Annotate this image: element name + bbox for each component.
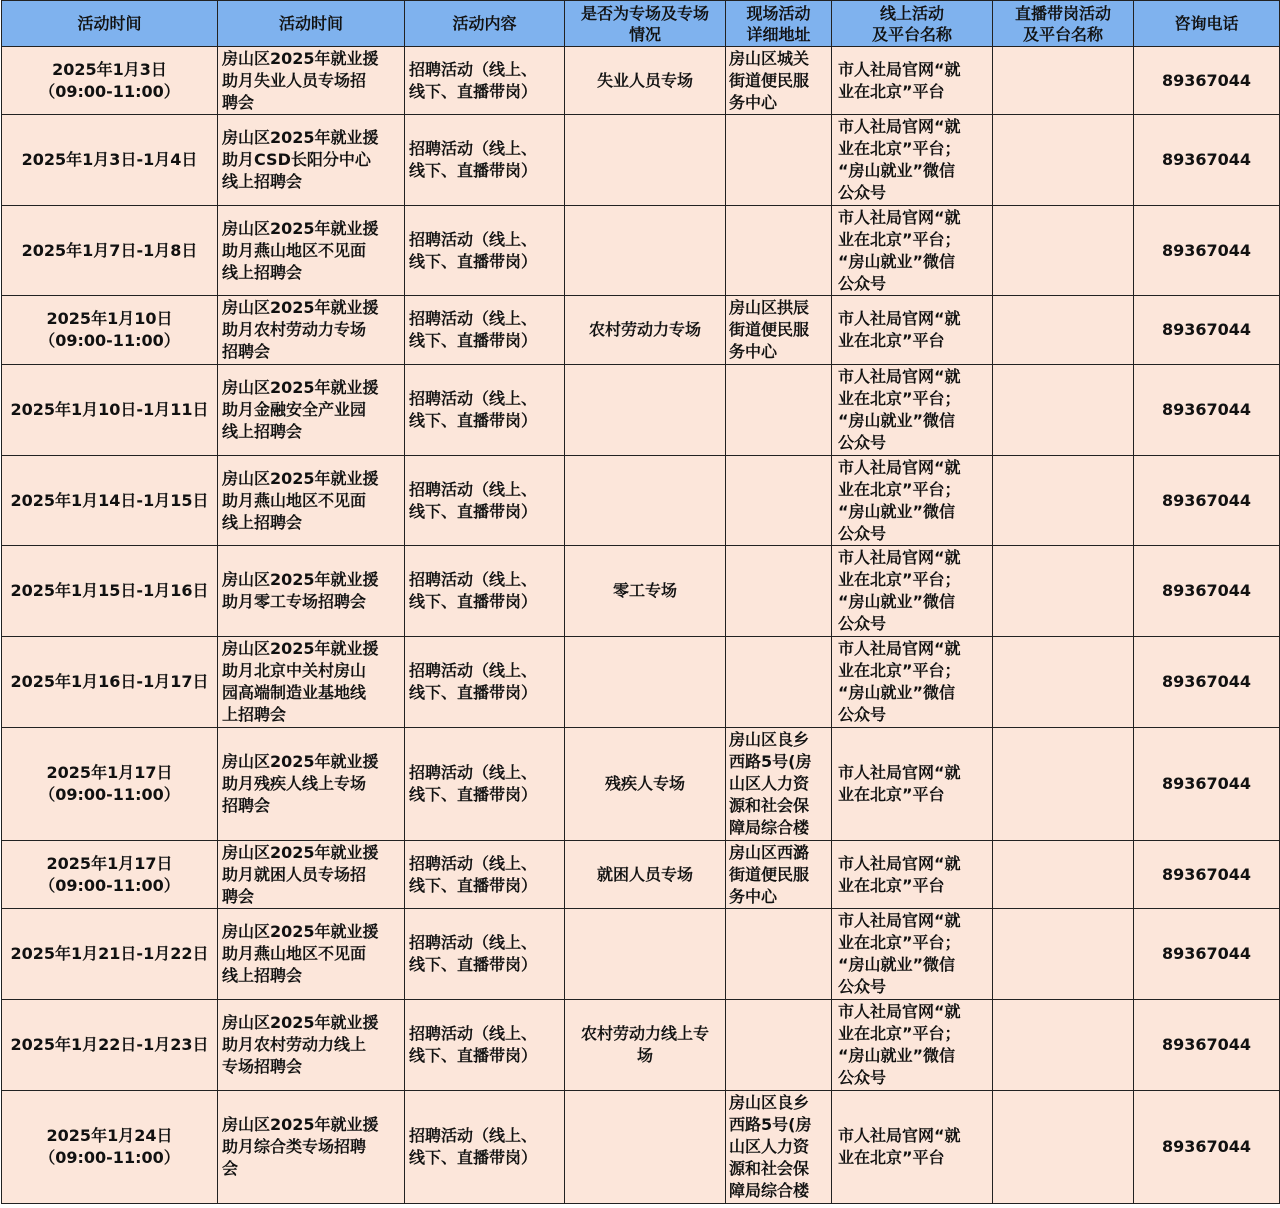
cell-online-platform: 市人社局官网“就 业在北京”平台	[832, 296, 993, 365]
cell-date: 2025年1月24日 （09:00-11:00）	[2, 1091, 218, 1204]
cell-special: 就困人员专场	[565, 841, 726, 909]
cell-date: 2025年1月3日-1月4日	[2, 115, 218, 206]
cell-online-platform: 市人社局官网“就 业在北京”平台	[832, 841, 993, 909]
activity-table	[1, 0, 1280, 1204]
cell-online-platform: 市人社局官网“就 业在北京”平台； “房山就业”微信 公众号	[832, 456, 993, 546]
cell-phone: 89367044	[1134, 841, 1280, 909]
cell-special	[565, 456, 726, 546]
cell-online-platform: 市人社局官网“就 业在北京”平台	[832, 728, 993, 841]
cell-address	[726, 206, 832, 296]
cell-address: 房山区拱辰 街道便民服 务中心	[726, 296, 832, 365]
table-row	[2, 637, 1280, 728]
cell-date: 2025年1月7日-1月8日	[2, 206, 218, 296]
cell-activity-name: 房山区2025年就业援 助月北京中关村房山 园高端制造业基地线 上招聘会	[218, 637, 405, 728]
cell-phone: 89367044	[1134, 456, 1280, 546]
table-row	[2, 841, 1280, 909]
table-row	[2, 47, 1280, 115]
cell-activity-name: 房山区2025年就业援 助月CSD长阳分中心 线上招聘会	[218, 115, 405, 206]
cell-content: 招聘活动（线上、 线下、直播带岗）	[405, 546, 565, 637]
cell-date: 2025年1月3日 （09:00-11:00）	[2, 47, 218, 115]
cell-live-platform	[993, 47, 1134, 115]
table-row	[2, 1091, 1280, 1204]
cell-address: 房山区良乡 西路5号(房 山区人力资 源和社会保 障局综合楼	[726, 1091, 832, 1204]
cell-date: 2025年1月10日-1月11日	[2, 365, 218, 456]
cell-activity-name: 房山区2025年就业援 助月金融安全产业园 线上招聘会	[218, 365, 405, 456]
cell-content: 招聘活动（线上、 线下、直播带岗）	[405, 47, 565, 115]
cell-live-platform	[993, 115, 1134, 206]
cell-address	[726, 637, 832, 728]
cell-online-platform: 市人社局官网“就 业在北京”平台； “房山就业”微信 公众号	[832, 115, 993, 206]
table-row	[2, 728, 1280, 841]
cell-address	[726, 909, 832, 1000]
cell-content: 招聘活动（线上、 线下、直播带岗）	[405, 296, 565, 365]
cell-activity-name: 房山区2025年就业援 助月燕山地区不见面 线上招聘会	[218, 456, 405, 546]
cell-special	[565, 909, 726, 1000]
cell-activity-name: 房山区2025年就业援 助月就困人员专场招 聘会	[218, 841, 405, 909]
cell-address: 房山区西潞 街道便民服 务中心	[726, 841, 832, 909]
cell-content: 招聘活动（线上、 线下、直播带岗）	[405, 637, 565, 728]
cell-live-platform	[993, 456, 1134, 546]
header-special: 是否为专场及专场 情况	[565, 1, 726, 47]
cell-date: 2025年1月21日-1月22日	[2, 909, 218, 1000]
header-row	[2, 1, 1280, 47]
cell-special: 零工专场	[565, 546, 726, 637]
cell-online-platform: 市人社局官网“就 业在北京”平台； “房山就业”微信 公众号	[832, 1000, 993, 1091]
cell-online-platform: 市人社局官网“就 业在北京”平台； “房山就业”微信 公众号	[832, 365, 993, 456]
cell-special	[565, 115, 726, 206]
cell-activity-name: 房山区2025年就业援 助月零工专场招聘会	[218, 546, 405, 637]
cell-activity-name: 房山区2025年就业援 助月综合类专场招聘 会	[218, 1091, 405, 1204]
cell-special	[565, 365, 726, 456]
cell-live-platform	[993, 546, 1134, 637]
cell-phone: 89367044	[1134, 206, 1280, 296]
cell-activity-name: 房山区2025年就业援 助月农村劳动力线上 专场招聘会	[218, 1000, 405, 1091]
cell-address	[726, 1000, 832, 1091]
cell-date: 2025年1月22日-1月23日	[2, 1000, 218, 1091]
cell-activity-name: 房山区2025年就业援 助月燕山地区不见面 线上招聘会	[218, 909, 405, 1000]
cell-date: 2025年1月15日-1月16日	[2, 546, 218, 637]
table-row	[2, 115, 1280, 206]
cell-phone: 89367044	[1134, 1000, 1280, 1091]
cell-special	[565, 206, 726, 296]
cell-content: 招聘活动（线上、 线下、直播带岗）	[405, 909, 565, 1000]
cell-live-platform	[993, 841, 1134, 909]
cell-live-platform	[993, 206, 1134, 296]
cell-live-platform	[993, 1000, 1134, 1091]
table-row	[2, 1000, 1280, 1091]
cell-special	[565, 637, 726, 728]
cell-address	[726, 546, 832, 637]
cell-online-platform: 市人社局官网“就 业在北京”平台	[832, 1091, 993, 1204]
cell-date: 2025年1月10日 （09:00-11:00）	[2, 296, 218, 365]
cell-date: 2025年1月17日 （09:00-11:00）	[2, 728, 218, 841]
cell-special: 农村劳动力专场	[565, 296, 726, 365]
cell-online-platform: 市人社局官网“就 业在北京”平台； “房山就业”微信 公众号	[832, 909, 993, 1000]
cell-date: 2025年1月14日-1月15日	[2, 456, 218, 546]
cell-address	[726, 115, 832, 206]
table-row	[2, 296, 1280, 365]
cell-special: 农村劳动力线上专 场	[565, 1000, 726, 1091]
cell-activity-name: 房山区2025年就业援 助月农村劳动力专场 招聘会	[218, 296, 405, 365]
header-content: 活动内容	[405, 1, 565, 47]
cell-online-platform: 市人社局官网“就 业在北京”平台； “房山就业”微信 公众号	[832, 206, 993, 296]
header-online: 线上活动 及平台名称	[832, 1, 993, 47]
cell-special	[565, 1091, 726, 1204]
table-row	[2, 365, 1280, 456]
cell-phone: 89367044	[1134, 1091, 1280, 1204]
cell-live-platform	[993, 1091, 1134, 1204]
header-date: 活动时间	[2, 1, 218, 47]
table-row	[2, 546, 1280, 637]
cell-content: 招聘活动（线上、 线下、直播带岗）	[405, 1091, 565, 1204]
cell-phone: 89367044	[1134, 637, 1280, 728]
table-row	[2, 456, 1280, 546]
cell-live-platform	[993, 365, 1134, 456]
cell-address	[726, 456, 832, 546]
cell-date: 2025年1月16日-1月17日	[2, 637, 218, 728]
cell-content: 招聘活动（线上、 线下、直播带岗）	[405, 841, 565, 909]
cell-live-platform	[993, 637, 1134, 728]
cell-activity-name: 房山区2025年就业援 助月燕山地区不见面 线上招聘会	[218, 206, 405, 296]
cell-address: 房山区城关 街道便民服 务中心	[726, 47, 832, 115]
cell-live-platform	[993, 909, 1134, 1000]
header-phone: 咨询电话	[1134, 1, 1280, 47]
cell-date: 2025年1月17日 （09:00-11:00）	[2, 841, 218, 909]
cell-content: 招聘活动（线上、 线下、直播带岗）	[405, 1000, 565, 1091]
cell-special: 残疾人专场	[565, 728, 726, 841]
cell-content: 招聘活动（线上、 线下、直播带岗）	[405, 728, 565, 841]
cell-activity-name: 房山区2025年就业援 助月残疾人线上专场 招聘会	[218, 728, 405, 841]
cell-address: 房山区良乡 西路5号(房 山区人力资 源和社会保 障局综合楼	[726, 728, 832, 841]
cell-live-platform	[993, 296, 1134, 365]
cell-special: 失业人员专场	[565, 47, 726, 115]
cell-online-platform: 市人社局官网“就 业在北京”平台	[832, 47, 993, 115]
cell-phone: 89367044	[1134, 546, 1280, 637]
cell-online-platform: 市人社局官网“就 业在北京”平台； “房山就业”微信 公众号	[832, 637, 993, 728]
header-live: 直播带岗活动 及平台名称	[993, 1, 1134, 47]
cell-content: 招聘活动（线上、 线下、直播带岗）	[405, 365, 565, 456]
cell-phone: 89367044	[1134, 47, 1280, 115]
table-row	[2, 909, 1280, 1000]
cell-phone: 89367044	[1134, 909, 1280, 1000]
cell-content: 招聘活动（线上、 线下、直播带岗）	[405, 206, 565, 296]
cell-activity-name: 房山区2025年就业援 助月失业人员专场招 聘会	[218, 47, 405, 115]
header-address: 现场活动 详细地址	[726, 1, 832, 47]
cell-live-platform	[993, 728, 1134, 841]
cell-phone: 89367044	[1134, 296, 1280, 365]
table-row	[2, 206, 1280, 296]
cell-content: 招聘活动（线上、 线下、直播带岗）	[405, 115, 565, 206]
header-name: 活动时间	[218, 1, 405, 47]
cell-online-platform: 市人社局官网“就 业在北京”平台； “房山就业”微信 公众号	[832, 546, 993, 637]
cell-content: 招聘活动（线上、 线下、直播带岗）	[405, 456, 565, 546]
cell-phone: 89367044	[1134, 728, 1280, 841]
cell-address	[726, 365, 832, 456]
cell-phone: 89367044	[1134, 365, 1280, 456]
cell-phone: 89367044	[1134, 115, 1280, 206]
